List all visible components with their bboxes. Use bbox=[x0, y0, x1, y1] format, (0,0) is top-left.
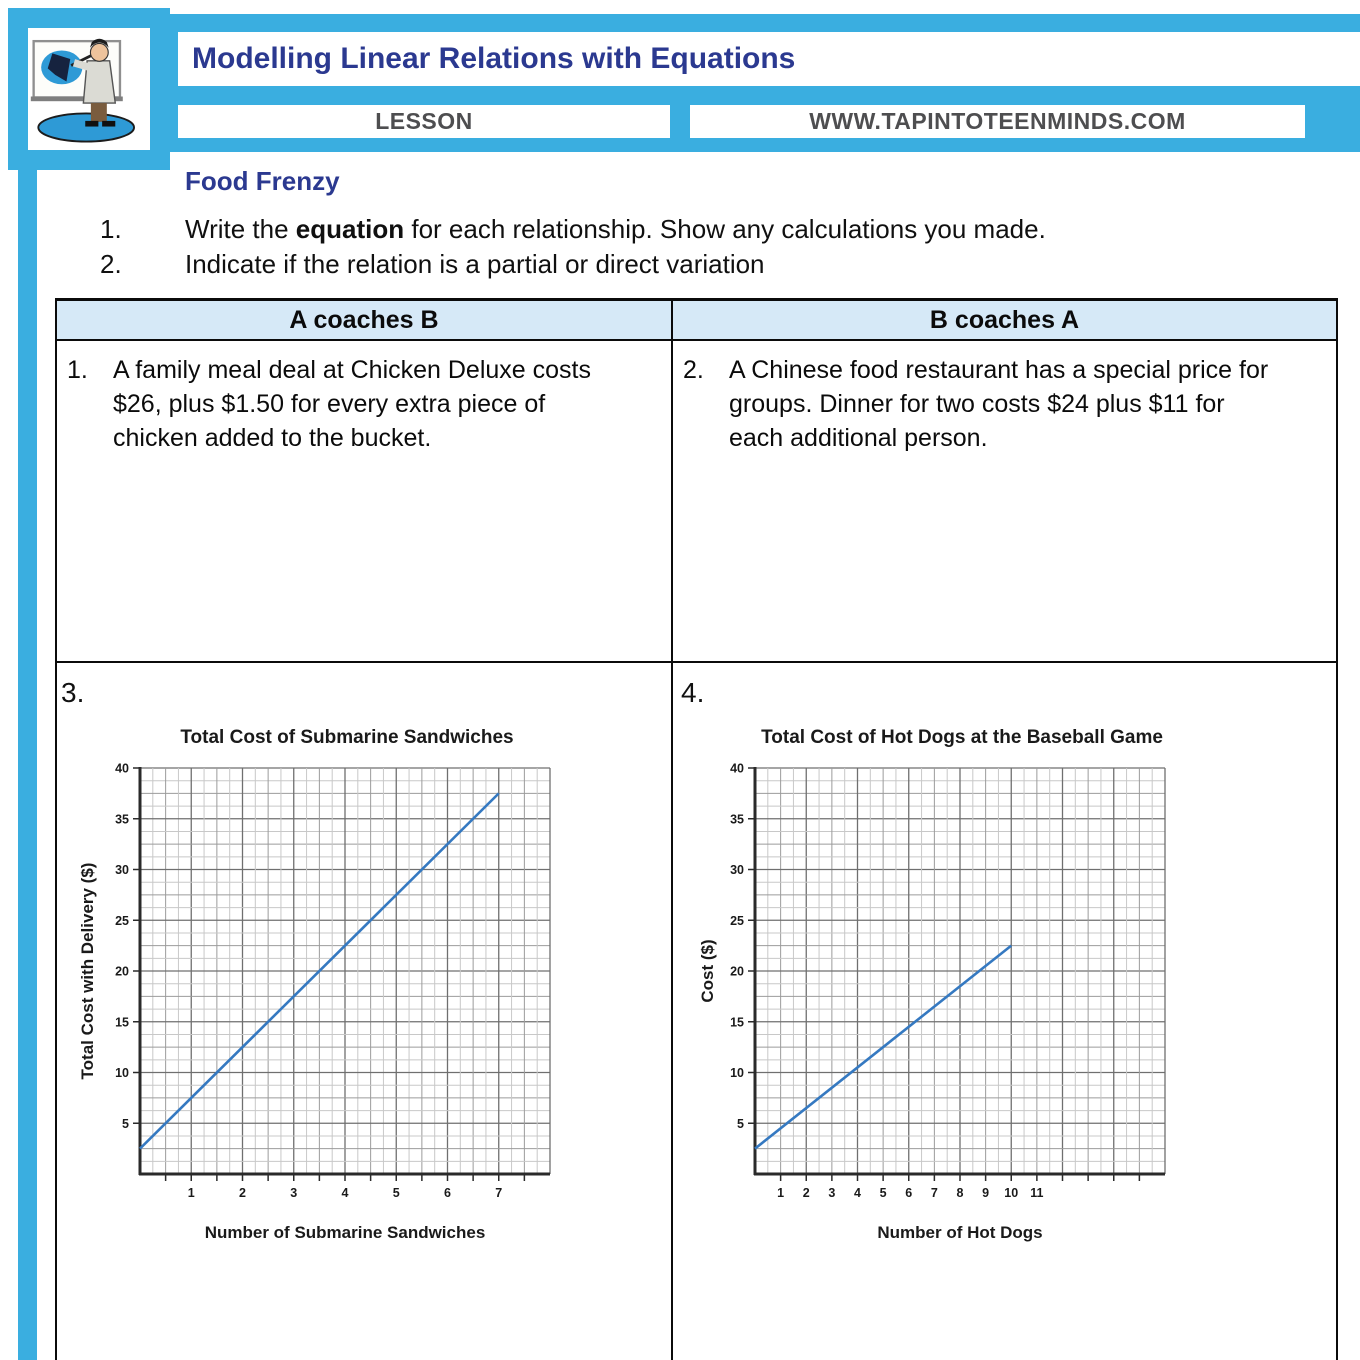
left-accent-strip bbox=[18, 160, 37, 1360]
svg-text:5: 5 bbox=[737, 1116, 744, 1131]
problem-1-cell bbox=[57, 341, 673, 661]
graph-3-cell bbox=[57, 663, 673, 1360]
svg-text:2: 2 bbox=[239, 1186, 246, 1200]
page-title: Modelling Linear Relations with Equations bbox=[192, 42, 796, 75]
svg-text:5: 5 bbox=[392, 1186, 400, 1200]
svg-text:7: 7 bbox=[930, 1186, 938, 1200]
svg-text:7: 7 bbox=[495, 1186, 503, 1200]
instruction-1-number: 1. bbox=[100, 214, 122, 244]
graph-3-x-axis-label: Number of Submarine Sandwiches bbox=[204, 1223, 486, 1242]
svg-text:8: 8 bbox=[956, 1186, 964, 1200]
table-header-b-coaches-a: B coaches A bbox=[929, 306, 1080, 334]
problem-1-number: 1. bbox=[67, 356, 88, 384]
instruction-2-text: Indicate if the relation is a partial or direct variation bbox=[185, 249, 765, 279]
graph-4-cell bbox=[673, 663, 1336, 1360]
svg-text:6: 6 bbox=[444, 1186, 451, 1200]
svg-text:5: 5 bbox=[879, 1186, 887, 1200]
problem-1-text: A family meal deal at Chicken Deluxe costs $26, plus $1.50 for every extra piece of chicken added to the bucket. bbox=[113, 356, 591, 452]
svg-text:20: 20 bbox=[115, 964, 129, 979]
instruction-list bbox=[100, 212, 1280, 282]
svg-text:6: 6 bbox=[905, 1186, 913, 1200]
graph-3-y-axis-label: Total Cost with Delivery ($) bbox=[78, 862, 97, 1080]
svg-text:10: 10 bbox=[1004, 1186, 1019, 1200]
svg-text:30: 30 bbox=[115, 863, 129, 877]
problem-2-text: A Chinese food restaurant has a special price for groups. Dinner for two costs $24 plus $11 for each additional person. bbox=[729, 356, 1269, 452]
svg-text:30: 30 bbox=[730, 863, 744, 877]
svg-text:3: 3 bbox=[828, 1186, 836, 1200]
worksheet-table bbox=[55, 298, 1338, 1360]
table-header-row bbox=[57, 301, 1336, 341]
graph-3-number: 3. bbox=[61, 677, 85, 708]
svg-text:1: 1 bbox=[187, 1186, 195, 1200]
title-bar bbox=[178, 32, 1360, 86]
table-row-graphs bbox=[57, 663, 1336, 1360]
graph-4-x-axis-label: Number of Hot Dogs bbox=[877, 1223, 1043, 1242]
svg-text:1: 1 bbox=[777, 1186, 785, 1200]
svg-text:15: 15 bbox=[115, 1015, 129, 1030]
graph-3-chart-canvas bbox=[94, 762, 564, 1214]
svg-text:10: 10 bbox=[115, 1066, 129, 1080]
graph-4-chart-canvas bbox=[709, 762, 1179, 1214]
graph-3-title: Total Cost of Submarine Sandwiches bbox=[180, 727, 514, 748]
svg-text:25: 25 bbox=[115, 913, 129, 928]
instruction-2-number: 2. bbox=[100, 249, 122, 279]
instruction-1-text: Write the equation for each relationship. Show any calculations you made. bbox=[185, 214, 1046, 244]
website-banner: WWW.TAPINTOTEENMINDS.COM bbox=[690, 105, 1305, 138]
svg-text:3: 3 bbox=[290, 1186, 298, 1200]
svg-text:35: 35 bbox=[115, 812, 129, 827]
header-band bbox=[150, 14, 1360, 152]
svg-text:20: 20 bbox=[730, 964, 744, 979]
problem-2-cell bbox=[673, 341, 1336, 661]
svg-text:35: 35 bbox=[730, 812, 744, 827]
site-logo bbox=[8, 8, 170, 170]
problem-2-number: 2. bbox=[683, 356, 704, 384]
lesson-banner: LESSON bbox=[178, 105, 670, 138]
svg-text:4: 4 bbox=[341, 1186, 349, 1200]
svg-text:10: 10 bbox=[730, 1066, 744, 1080]
logo-teacher-whiteboard-icon bbox=[28, 28, 150, 150]
svg-text:40: 40 bbox=[115, 762, 129, 776]
svg-text:25: 25 bbox=[730, 913, 744, 928]
section-heading: Food Frenzy bbox=[185, 166, 340, 196]
svg-text:11: 11 bbox=[1030, 1186, 1044, 1200]
svg-text:9: 9 bbox=[982, 1186, 990, 1200]
table-header-a-coaches-b: A coaches B bbox=[57, 301, 673, 339]
table-row-word-problems bbox=[57, 341, 1336, 663]
problem-1 bbox=[57, 341, 671, 455]
instruction-1 bbox=[100, 212, 1280, 247]
graph-4-number: 4. bbox=[681, 677, 705, 708]
problem-2 bbox=[673, 341, 1336, 455]
graph-4-y-axis-label: Cost ($) bbox=[698, 939, 717, 1003]
svg-text:40: 40 bbox=[730, 762, 744, 776]
graph-4-title: Total Cost of Hot Dogs at the Baseball Game bbox=[761, 727, 1163, 748]
svg-text:2: 2 bbox=[802, 1186, 810, 1200]
logo-canvas bbox=[28, 28, 150, 150]
svg-text:5: 5 bbox=[122, 1116, 129, 1131]
svg-text:15: 15 bbox=[730, 1015, 744, 1030]
instruction-2 bbox=[100, 247, 1280, 282]
svg-text:4: 4 bbox=[854, 1186, 861, 1200]
